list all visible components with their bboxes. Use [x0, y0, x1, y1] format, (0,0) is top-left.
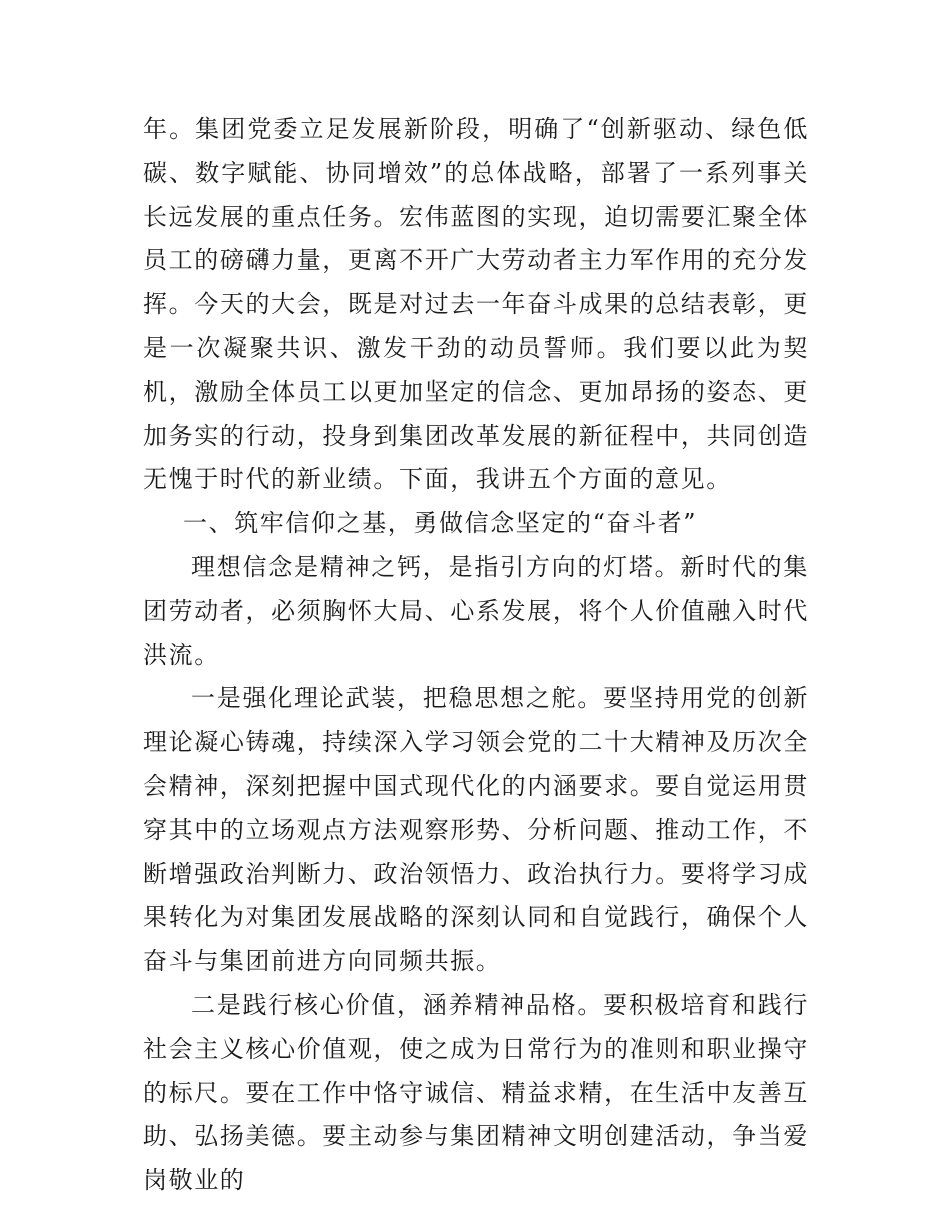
intro-paragraph: 年。集团党委立足发展新阶段，明确了“创新驱动、绿色低碳、数字赋能、协同增效”的总体战略，部署了一系列事关长远发展的重点任务。宏伟蓝图的实现，迫切需要汇聚全体员工的磅礴力量，更离不开广大劳动者主力军作用的充分发挥。今天的大会，既是对过去一年奋斗成果的总结表彰，更是一次凝聚共识、激发干劲的动员誓师。我们要以此为契机，激励全体员工以更加坚定的信念、更加昂扬的姿态、更加务实的行动，投身到集团改革发展的新征程中，共同创造无愧于时代的新业绩。下面，我讲五个方面的意见。	[143, 115, 809, 494]
point-two-paragraph: 二是践行核心价值，涵养精神品格。要积极培育和践行社会主义核心价值观，使之成为日常行为的准则和职业操守的标尺。要在工作中恪守诚信、精益求精，在生活中友善互助、弘扬美德。要主动参与集团精神文明创建活动，争当爱岗敬业的	[143, 990, 809, 1195]
document-body	[143, 108, 809, 1203]
section-intro-paragraph: 理想信念是精神之钙，是指引方向的灯塔。新时代的集团劳动者，必须胸怀大局、心系发展，将个人价值融入时代洪流。	[143, 552, 809, 669]
section-heading: 一、筑牢信仰之基，勇做信念坚定的“奋斗者”	[183, 509, 698, 538]
point-one-paragraph: 一是强化理论武装，把稳思想之舵。要坚持用党的创新理论凝心铸魂，持续深入学习领会党的二十大精神及历次全会精神，深刻把握中国式现代化的内涵要求。要自觉运用贯穿其中的立场观点方法观察形势、分析问题、推动工作，不断增强政治判断力、政治领悟力、政治执行力。要将学习成果转化为对集团发展战略的深刻认同和自觉践行，确保个人奋斗与集团前进方向同频共振。	[143, 684, 809, 976]
